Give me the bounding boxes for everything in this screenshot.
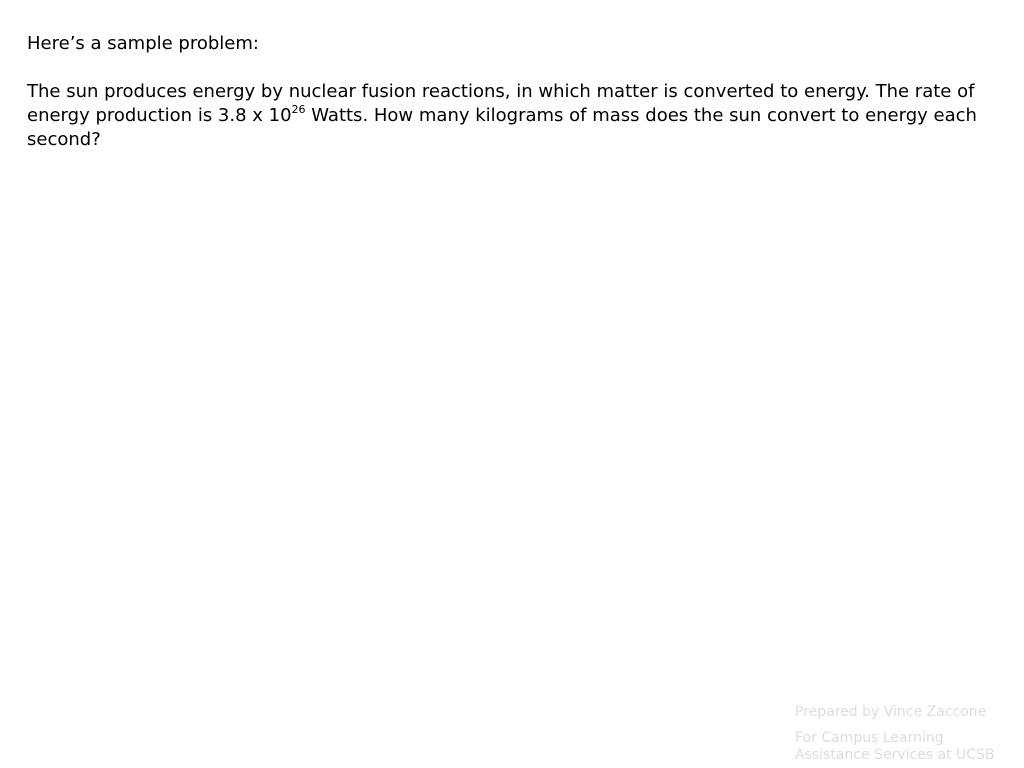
problem-text-part1: The sun produces energy by nuclear fusion reactions, in which matter is converted to energy. The rate of energy production is 3.8 x 10 <box>27 81 975 126</box>
problem-text-part2: Watts. How many kilograms of mass does the sun convert to energy each second? <box>27 105 977 150</box>
problem-statement <box>27 80 997 152</box>
credit-organization: For Campus Learning Assistance Services at UCSB <box>795 730 995 763</box>
credit-prepared-by: Prepared by Vince Zaccone <box>795 704 987 720</box>
slide-content <box>27 32 997 152</box>
problem-exponent: 26 <box>291 103 306 116</box>
credits <box>795 704 1020 764</box>
intro-text: Here’s a sample problem: <box>27 33 259 54</box>
